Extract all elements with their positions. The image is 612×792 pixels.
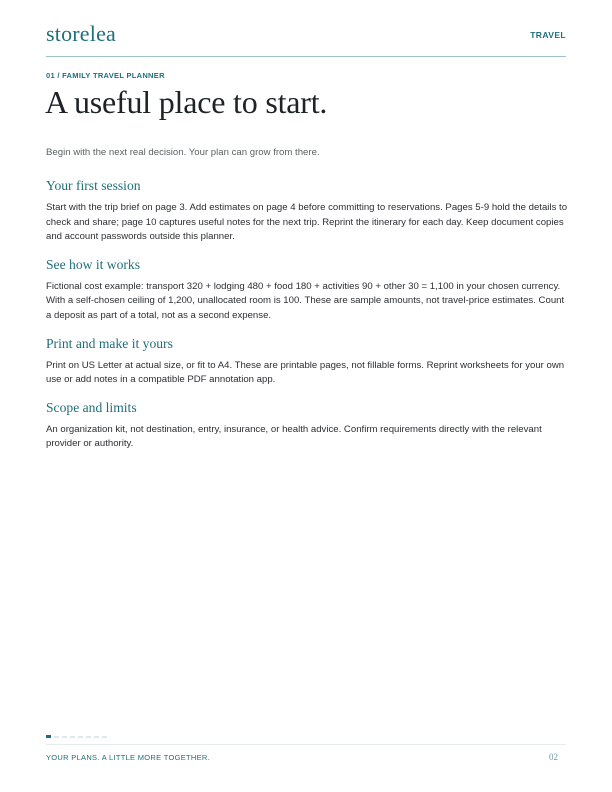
page-title: A useful place to start. — [45, 84, 328, 120]
section-body: Start with the trip brief on page 3. Add estimates on page 4 before committing to reservations. Pages 5-9 hold the details to check and share; page 10 captures useful notes for the next trip. Reprint the itinerary for each day. Keep document copies and account passwords outside this planner. — [46, 202, 568, 243]
progress-dot — [54, 736, 59, 738]
progress-dot — [70, 736, 75, 738]
section-heading: Print and make it yours — [46, 335, 173, 351]
section-body: Print on US Letter at actual size, or fit to A4. These are printable pages, not fillable forms. Reprint worksheets for your own use or add notes in a compatible PDF annotation app. — [46, 359, 565, 386]
progress-dot — [94, 736, 99, 738]
page-progress-indicator — [46, 735, 107, 738]
section-heading: Scope and limits — [46, 399, 137, 415]
section-tag: TRAVEL — [530, 30, 566, 40]
eyebrow-label: 01 / FAMILY TRAVEL PLANNER — [46, 71, 165, 80]
progress-dot — [62, 736, 67, 738]
section-heading: Your first session — [46, 178, 141, 193]
footer-tagline: YOUR PLANS. A LITTLE MORE TOGETHER. — [46, 753, 211, 762]
progress-dot — [78, 736, 83, 738]
progress-dot-active — [46, 735, 51, 738]
section-print — [46, 336, 568, 388]
section-heading: See how it works — [46, 256, 141, 272]
section-how-it-works — [46, 257, 568, 324]
section-first-session — [46, 178, 568, 245]
header-divider — [46, 56, 566, 57]
section-body: Fictional cost example: transport 320 + lodging 480 + food 180 + activities 90 + other 30 = 1,100 in your chosen currency. With a self-chosen ceiling of 1,200, unallocated room is 100. These are sample amounts, not travel-price estimates. Count a deposit as part of a total, not as a second expense. — [46, 280, 565, 321]
page-number: 02 — [549, 752, 558, 762]
brand-wordmark: storelea — [46, 21, 117, 46]
content-area — [46, 178, 568, 464]
progress-dot — [102, 736, 107, 738]
section-body: An organization kit, not destination, entry, insurance, or health advice. Confirm requirements directly with the relevant provider or authority. — [46, 423, 542, 450]
progress-dot — [86, 736, 91, 738]
intro-text: Begin with the next real decision. Your plan can grow from there. — [46, 147, 320, 158]
section-scope — [46, 400, 568, 452]
footer-divider — [46, 744, 566, 745]
